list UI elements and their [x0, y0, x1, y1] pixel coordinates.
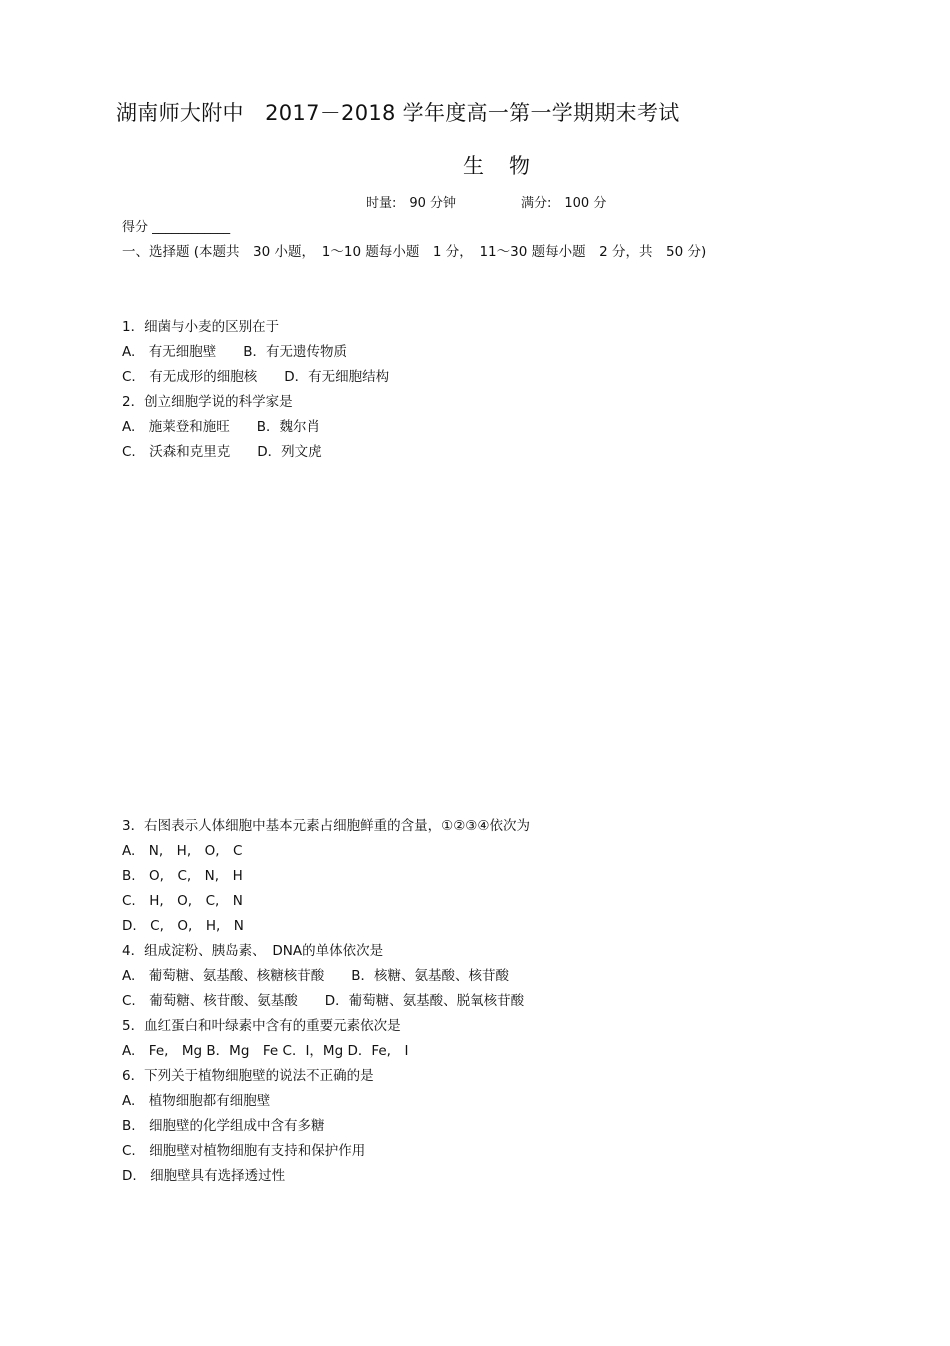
- section-heading: 一、选择题 (本题共 30 小题， 1～10 题每小题 1 分， 11～30 题每小题 2 分，共 50 分): [122, 244, 707, 260]
- question-3: 3．右图表示人体细胞中基本元素占细胞鲜重的含量，①②③④依次为: [122, 818, 530, 834]
- subject-heading: 生 物: [463, 154, 532, 178]
- question-1-options-ab: A. 有无细胞壁 B．有无遗传物质: [122, 344, 348, 360]
- question-6-option-c: C. 细胞壁对植物细胞有支持和保护作用: [122, 1143, 366, 1159]
- question-1: 1．细菌与小麦的区别在于: [122, 319, 280, 335]
- question-6-option-b: B. 细胞壁的化学组成中含有多糖: [122, 1118, 325, 1134]
- time-limit: 时量: 90 分钟: [366, 196, 457, 211]
- score-field: 得分 ____________: [122, 220, 231, 235]
- question-3-option-b: B. O, C, N, H: [122, 868, 243, 884]
- question-4-options-ab: A. 葡萄糖、氨基酸、核糖核苷酸 B．核糖、氨基酸、核苷酸: [122, 968, 510, 984]
- question-6: 6．下列关于植物细胞壁的说法不正确的是: [122, 1068, 374, 1084]
- question-5-options: A. Fe, Mg B．Mg Fe C．I，Mg D．Fe, I: [122, 1043, 409, 1059]
- question-2-options-ab: A. 施莱登和施旺 B．魏尔肖: [122, 419, 321, 435]
- question-4-options-cd: C. 葡萄糖、核苷酸、氨基酸 D．葡萄糖、氨基酸、脱氧核苷酸: [122, 993, 525, 1009]
- question-4: 4．组成淀粉、胰岛素、 DNA的单体依次是: [122, 943, 384, 959]
- question-6-option-d: D. 细胞壁具有选择透过性: [122, 1168, 286, 1184]
- question-2: 2．创立细胞学说的科学家是: [122, 394, 293, 410]
- question-2-options-cd: C. 沃森和克里克 D．列文虎: [122, 444, 322, 460]
- question-3-option-d: D. C, O, H, N: [122, 918, 244, 934]
- exam-title: 湖南师大附中 2017－2018 学年度高一第一学期期末考试: [116, 101, 680, 125]
- full-score: 满分: 100 分: [521, 196, 607, 211]
- question-6-option-a: A. 植物细胞都有细胞壁: [122, 1093, 271, 1109]
- question-1-options-cd: C. 有无成形的细胞核 D．有无细胞结构: [122, 369, 390, 385]
- question-5: 5．血红蛋白和叶绿素中含有的重要元素依次是: [122, 1018, 401, 1034]
- question-3-option-a: A. N, H, O, C: [122, 843, 243, 859]
- question-3-option-c: C. H, O, C, N: [122, 893, 243, 909]
